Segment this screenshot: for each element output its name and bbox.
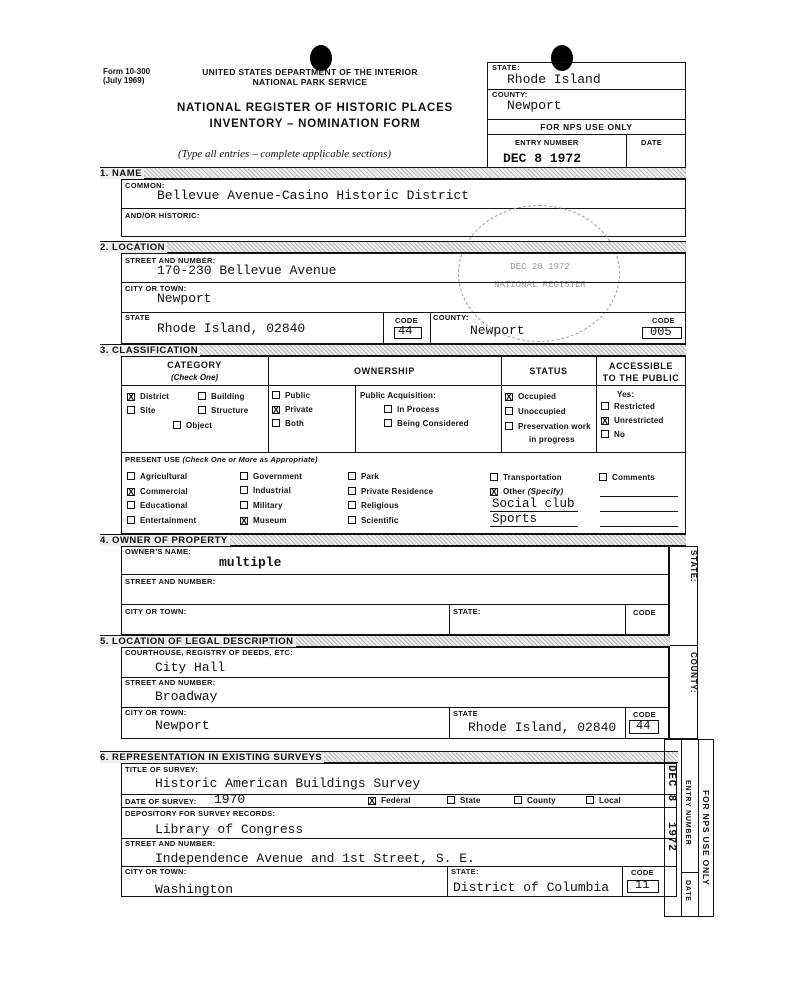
section-3-heading: 3. CLASSIFICATION: [100, 344, 686, 356]
accessible-unrestricted[interactable]: X Unrestricted: [602, 416, 664, 426]
legal-code-value: 44: [636, 719, 651, 733]
ownership-both[interactable]: Both: [272, 419, 304, 428]
owner-city-label: CITY OR TOWN:: [125, 607, 187, 616]
legal-code-label: CODE: [633, 710, 656, 719]
legal-street-label: STREET AND NUMBER:: [125, 678, 216, 687]
side-date: DATE: [684, 880, 691, 902]
county-label: COUNTY:: [492, 90, 528, 99]
status-preservation-cont: in progress: [529, 435, 575, 444]
depository-value: Library of Congress: [155, 822, 304, 837]
side-nps-use-only: FOR NPS USE ONLY: [701, 790, 711, 886]
section-1-heading: 1. NAME: [100, 167, 686, 179]
state-code-label: CODE: [395, 316, 418, 325]
other-use-value-2: Sports: [492, 512, 538, 526]
category-object[interactable]: Object: [173, 421, 212, 430]
common-label: COMMON:: [125, 181, 165, 190]
ownership-header: OWNERSHIP: [354, 366, 415, 376]
category-building[interactable]: Building: [198, 392, 245, 401]
use-government[interactable]: Government: [240, 472, 302, 481]
use-entertainment[interactable]: Entertainment: [127, 516, 196, 525]
category-site[interactable]: Site: [127, 406, 155, 415]
depository-label: DEPOSITORY FOR SURVEY RECORDS:: [125, 809, 276, 818]
nps-use-only: FOR NPS USE ONLY: [540, 122, 633, 132]
common-name-value: Bellevue Avenue-Casino Historic District: [157, 188, 470, 203]
check-one-note: (Check One): [170, 373, 219, 382]
side-entry-number: ENTRY NUMBER: [684, 780, 691, 846]
owner-street-label: STREET AND NUMBER:: [125, 577, 216, 586]
date-label: DATE: [641, 138, 663, 147]
use-park[interactable]: Park: [348, 472, 379, 481]
use-agricultural[interactable]: Agricultural: [127, 472, 187, 481]
side-state-label: STATE:: [689, 550, 698, 583]
use-private-residence[interactable]: Private Residence: [348, 487, 433, 496]
use-industrial[interactable]: Industrial: [240, 486, 291, 495]
state-value-2: Rhode Island, 02840: [157, 321, 306, 336]
survey-street-label: STREET AND NUMBER:: [125, 839, 216, 848]
state-code-value: 44: [398, 324, 413, 338]
status-preservation[interactable]: Preservation work: [505, 422, 591, 431]
stamp-text: DEC 20 1972 NATIONAL REGISTER: [494, 262, 586, 290]
state-label: STATE:: [492, 63, 520, 72]
use-other[interactable]: X Other (Specify): [491, 487, 564, 497]
survey-date-value: 1970: [214, 792, 246, 807]
use-educational[interactable]: Educational: [127, 501, 188, 510]
use-comments[interactable]: Comments: [599, 473, 655, 482]
acquisition-being-considered[interactable]: Being Considered: [384, 419, 469, 428]
use-military[interactable]: Military: [240, 501, 283, 510]
side-stamp-year: 1972: [665, 822, 677, 852]
legal-city-value: Newport: [155, 718, 210, 733]
street-label: STREET AND NUMBER:: [125, 256, 216, 265]
owner-name-value: multiple: [219, 555, 282, 570]
survey-title-value: Historic American Buildings Survey: [155, 776, 421, 791]
city-value: Newport: [157, 291, 212, 306]
county-label-2: COUNTY:: [433, 313, 469, 322]
category-header: CATEGORY: [167, 360, 222, 370]
accessible-restricted[interactable]: Restricted: [601, 402, 655, 411]
survey-city-value: Washington: [155, 882, 234, 897]
survey-code-value: 11: [635, 878, 650, 892]
form-title: NATIONAL REGISTER OF HISTORIC PLACES INVENTORY – NOMINATION FORM: [176, 102, 454, 130]
side-stamp-dec: DEC 8: [665, 765, 677, 803]
owner-state-label: STATE:: [453, 607, 481, 616]
survey-code-label: CODE: [631, 868, 654, 877]
survey-state[interactable]: State: [447, 796, 481, 805]
owner-code-label: CODE: [633, 608, 656, 617]
survey-state-label: STATE:: [451, 867, 479, 876]
agency-header: UNITED STATES DEPARTMENT OF THE INTERIOR NATIONAL PARK SERVICE: [202, 67, 418, 87]
legal-state-label: STATE: [453, 709, 478, 718]
acquisition-in-process[interactable]: In Process: [384, 405, 439, 414]
ownership-private[interactable]: X Private: [273, 405, 314, 415]
received-date-stamp: DEC 8 1972: [503, 151, 582, 166]
instructions: (Type all entries – complete applicable sections): [178, 148, 392, 160]
state-label-2: STATE: [125, 313, 150, 322]
legal-street-value: Broadway: [155, 689, 218, 704]
status-occupied[interactable]: X Occupied: [506, 392, 557, 402]
section-4-heading: 4. OWNER OF PROPERTY: [100, 534, 686, 546]
use-museum[interactable]: X Museum: [241, 516, 287, 526]
section-5-heading: 5. LOCATION OF LEGAL DESCRIPTION: [100, 635, 670, 647]
survey-city-label: CITY OR TOWN:: [125, 867, 187, 876]
street-value: 170-230 Bellevue Avenue: [157, 263, 337, 278]
status-unoccupied[interactable]: Unoccupied: [505, 407, 566, 416]
status-header: STATUS: [529, 366, 568, 376]
category-structure[interactable]: Structure: [198, 406, 248, 415]
owner-box: [121, 546, 669, 635]
accessible-no[interactable]: No: [601, 430, 625, 439]
county-code-value: 005: [650, 325, 672, 339]
side-county-label: COUNTY:: [689, 652, 698, 694]
andor-historic-label: AND/OR HISTORIC:: [125, 211, 200, 220]
present-use-header: PRESENT USE (Check One or More as Appropriate): [125, 455, 318, 464]
county-code-label: CODE: [652, 316, 675, 325]
survey-county[interactable]: County: [514, 796, 556, 805]
entry-number-label: ENTRY NUMBER: [515, 138, 579, 147]
courthouse-value: City Hall: [155, 660, 226, 675]
survey-local[interactable]: Local: [586, 796, 621, 805]
survey-state-value: District of Columbia: [453, 880, 610, 895]
legal-city-label: CITY OR TOWN:: [125, 708, 187, 717]
survey-date-label: DATE OF SURVEY:: [125, 797, 197, 806]
form-number: Form 10-300 (July 1969): [103, 67, 151, 85]
county-value: Newport: [507, 98, 562, 113]
use-religious[interactable]: Religious: [348, 501, 399, 510]
city-label: CITY OR TOWN:: [125, 284, 187, 293]
section-2-heading: 2. LOCATION: [100, 241, 686, 253]
accessible-yes-label: Yes:: [617, 390, 635, 399]
public-acquisition-label: Public Acquisition:: [360, 391, 436, 400]
county-value-2: Newport: [470, 323, 525, 338]
survey-federal[interactable]: X Federal: [369, 796, 411, 806]
state-value: Rhode Island: [507, 72, 601, 87]
accessible-header: ACCESSIBLE TO THE PUBLIC: [602, 361, 680, 383]
survey-title-label: TITLE OF SURVEY:: [125, 765, 198, 774]
use-transportation[interactable]: Transportation: [490, 473, 562, 482]
use-commercial[interactable]: X Commercial: [128, 487, 188, 497]
section-6-heading: 6. REPRESENTATION IN EXISTING SURVEYS: [100, 751, 678, 763]
category-district[interactable]: X District: [128, 392, 170, 402]
courthouse-label: COURTHOUSE, REGISTRY OF DEEDS, ETC:: [125, 648, 294, 657]
owner-name-label: OWNER'S NAME:: [125, 547, 192, 556]
other-use-value-1: Social club: [492, 497, 575, 511]
survey-street-value: Independence Avenue and 1st Street, S. E.: [155, 851, 475, 866]
ownership-public[interactable]: Public: [272, 391, 310, 400]
use-scientific[interactable]: Scientific: [348, 516, 399, 525]
legal-state-value: Rhode Island, 02840: [468, 720, 617, 735]
